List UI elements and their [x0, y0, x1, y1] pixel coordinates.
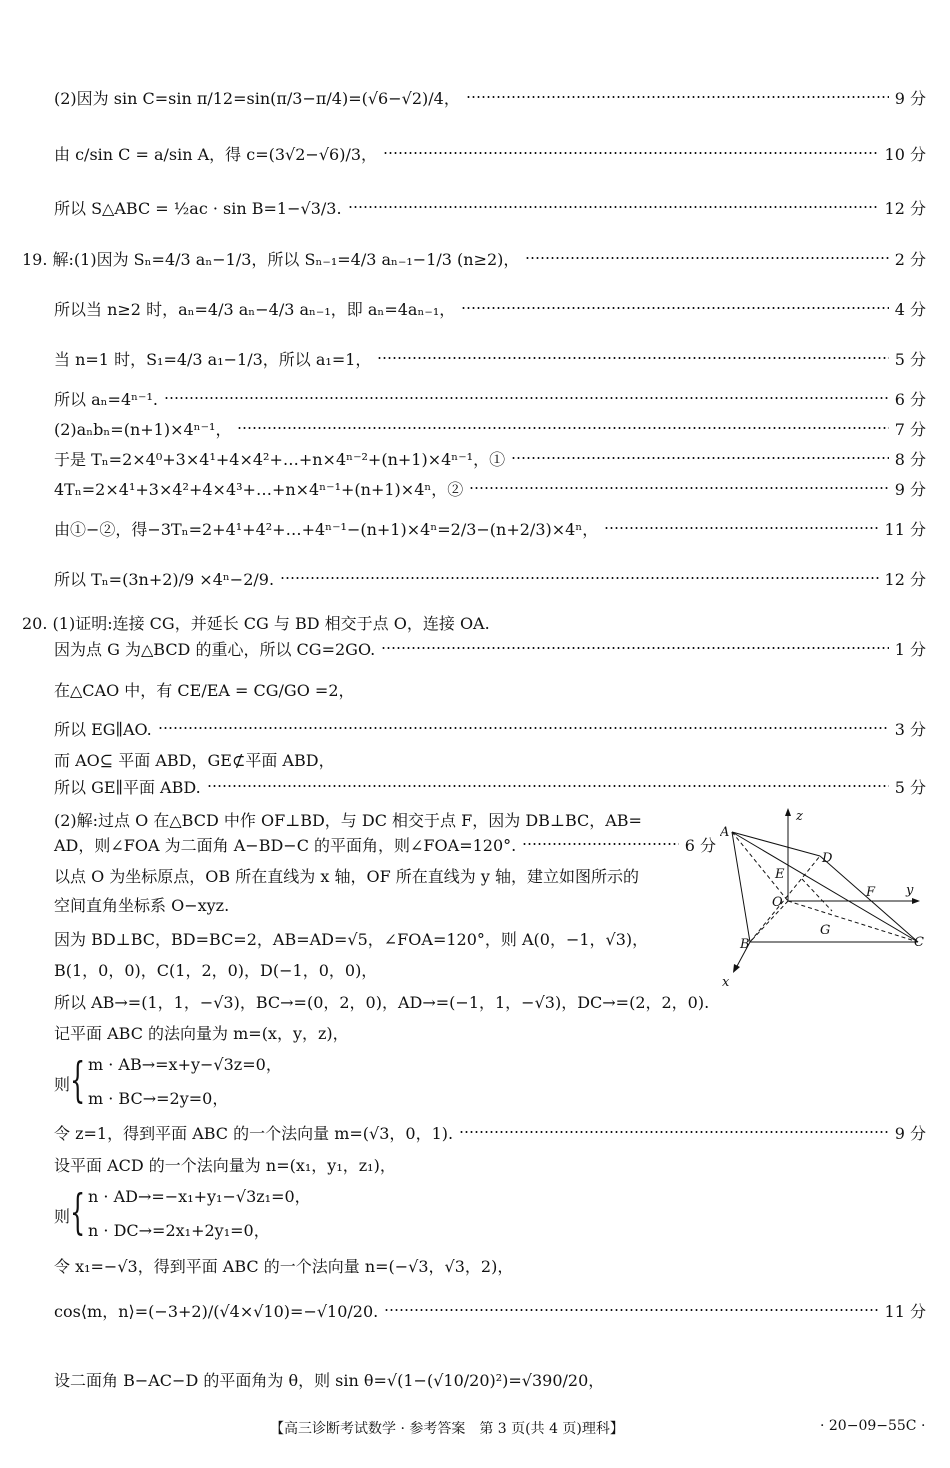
answer-text: 设平面 ACD 的一个法向量为 n=(x₁，y₁，z₁)， [54, 1156, 396, 1175]
answer-line: 由①−②，得−3Tₙ=2+4¹+4²+…+4ⁿ⁻¹−(n+1)×4ⁿ=2/3−(n+2/3)×4ⁿ， 11 分 [54, 519, 926, 539]
edge-AB [732, 832, 750, 942]
z-arrow-icon [785, 808, 791, 816]
label-y: y [906, 883, 914, 898]
answer-text: 所以 AB→=(1，1，−√3)，BC→=(0，2，0)，AD→=(−1，1，−√3)，DC→=(2，2，0). [54, 993, 710, 1012]
answer-text: 记平面 ABC 的法向量为 m=(x，y，z)， [54, 1024, 349, 1043]
leader-dots [511, 457, 889, 459]
label-E: E [775, 867, 785, 882]
question-20-start: 20. (1)证明:连接 CG，并延长 CG 与 BD 相交于点 O，连接 OA. [22, 614, 490, 633]
equation-system-2: 则 { n · AD→=−x₁+y₁−√3z₁=0， n · DC→=2x₁+2y₁=0， [54, 1184, 311, 1240]
question-19-start: 19. 解:(1)因为 Sₙ=4/3 aₙ−1/3，所以 Sₙ₋₁=4/3 aₙ₋₁−1/3 (n≥2)， 2 分 [22, 249, 926, 269]
axis-arrows [733, 808, 920, 973]
brace: { [70, 1052, 86, 1108]
answer-line: cos⟨m，n⟩=(−3+2)/(√4×√10)=−√10/20. 11 分 [54, 1301, 926, 1321]
label-F: F [866, 885, 876, 900]
answer-line: 当 n=1 时，S₁=4/3 a₁−1/3，所以 a₁=1， 5 分 [54, 349, 926, 369]
leader-dots [280, 577, 878, 579]
leader-dots [461, 307, 888, 309]
document-code: · 20−09−55C · [820, 1418, 926, 1434]
edge-BD [750, 856, 820, 942]
edge-OC [788, 901, 918, 942]
answer-text: 空间直角坐标系 O−xyz. [54, 896, 230, 915]
answer-line: 所以 Tₙ=(3n+2)/9 ×4ⁿ−2/9. 12 分 [54, 569, 926, 589]
label-x: x [722, 975, 730, 990]
answer-line: 由 c/sin C = a/sin A，得 c=(3√2−√6)/3， 10 分 [54, 144, 926, 164]
leader-dots [525, 257, 888, 259]
leader-dots [466, 96, 889, 98]
answer-text: (2)解:过点 O 在△BCD 中作 OF⊥BD，与 DC 相交于点 F，因为 DB⊥BC，AB= [54, 811, 642, 830]
answer-text: 令 x₁=−√3，得到平面 ABC 的一个法向量 n=(−√3，√3，2)， [54, 1257, 514, 1276]
leader-dots [469, 487, 888, 489]
brace: { [70, 1184, 86, 1240]
answer-text: 在△CAO 中，有 CE/EA = CG/GO =2， [54, 681, 355, 700]
answer-line: 令 z=1，得到平面 ABC 的一个法向量 m=(√3，0，1). 9 分 [54, 1123, 926, 1143]
leader-dots [384, 1309, 878, 1311]
answer-text: 以点 O 为坐标原点，OB 所在直线为 x 轴，OF 所在直线为 y 轴，建立如图所示的 [54, 867, 639, 886]
leader-dots [207, 785, 889, 787]
answer-line: 4Tₙ=2×4¹+3×4²+4×4³+…+n×4ⁿ⁻¹+(n+1)×4ⁿ，② 9 分 [54, 479, 926, 499]
leader-dots [522, 843, 678, 845]
edge-EG [802, 879, 832, 911]
answer-line: (2)aₙbₙ=(n+1)×4ⁿ⁻¹， 7 分 [54, 419, 926, 439]
label-A: A [720, 825, 730, 840]
leader-dots [164, 397, 889, 399]
answer-line: 因为点 G 为△BCD 的重心，所以 CG=2GO. 1 分 [54, 639, 926, 659]
page-footer: 【高三诊断考试数学 · 参考答案 第 3 页(共 4 页)理科】 [270, 1421, 624, 1437]
answer-line: 所以 EG∥AO. 3 分 [54, 719, 926, 739]
edge-AD [732, 832, 820, 856]
answer-text: 因为 BD⊥BC，BD=BC=2，AB=AD=√5，∠FOA=120°，则 A(0，−1，√3)， [54, 930, 649, 949]
leader-dots [604, 527, 878, 529]
answer-line: 于是 Tₙ=2×4⁰+3×4¹+4×4²+…+n×4ⁿ⁻²+(n+1)×4ⁿ⁻¹，① 8 分 [54, 449, 926, 469]
leader-dots [237, 427, 888, 429]
answer-text: B(1，0，0)，C(1，2，0)，D(−1，0，0)， [54, 961, 378, 980]
answer-line: AD，则∠FOA 为二面角 A−BD−C 的平面角，则∠FOA=120°. 6 分 [54, 835, 716, 855]
leader-dots [377, 357, 888, 359]
geometry-figure [720, 806, 930, 991]
y-arrow-icon [912, 898, 920, 904]
label-D: D [822, 851, 833, 866]
equation-system-1: 则 { m · AB→=x+y−√3z=0， m · BC→=2y=0， [54, 1052, 282, 1108]
answer-line: 所以当 n≥2 时，aₙ=4/3 aₙ−4/3 aₙ₋₁，即 aₙ=4aₙ₋₁， 4 分 [54, 299, 926, 319]
x-arrow-icon [733, 964, 740, 973]
leader-dots [381, 647, 889, 649]
answer-line: 所以 aₙ=4ⁿ⁻¹. 6 分 [54, 389, 926, 409]
answer-text: 设二面角 B−AC−D 的平面角为 θ，则 sin θ=√(1−(√10/20)²)=√390/20， [54, 1371, 605, 1390]
label-O: O [772, 895, 783, 910]
leader-dots [158, 727, 889, 729]
label-G: G [820, 923, 831, 938]
leader-dots [348, 206, 879, 208]
label-B: B [740, 937, 750, 952]
answer-line: (2)因为 sin C=sin π/12=sin(π/3−π/4)=(√6−√2)/4， 9 分 [54, 88, 926, 108]
answer-line: 所以 S△ABC = ½ac · sin B=1−√3/3. 12 分 [54, 198, 926, 218]
leader-dots [383, 152, 879, 154]
label-C: C [914, 935, 924, 950]
label-z: z [796, 809, 803, 824]
answer-text: 而 AO⊆ 平面 ABD，GE⊄平面 ABD， [54, 751, 335, 770]
answer-line: 所以 GE∥平面 ABD. 5 分 [54, 777, 926, 797]
leader-dots [459, 1131, 889, 1133]
